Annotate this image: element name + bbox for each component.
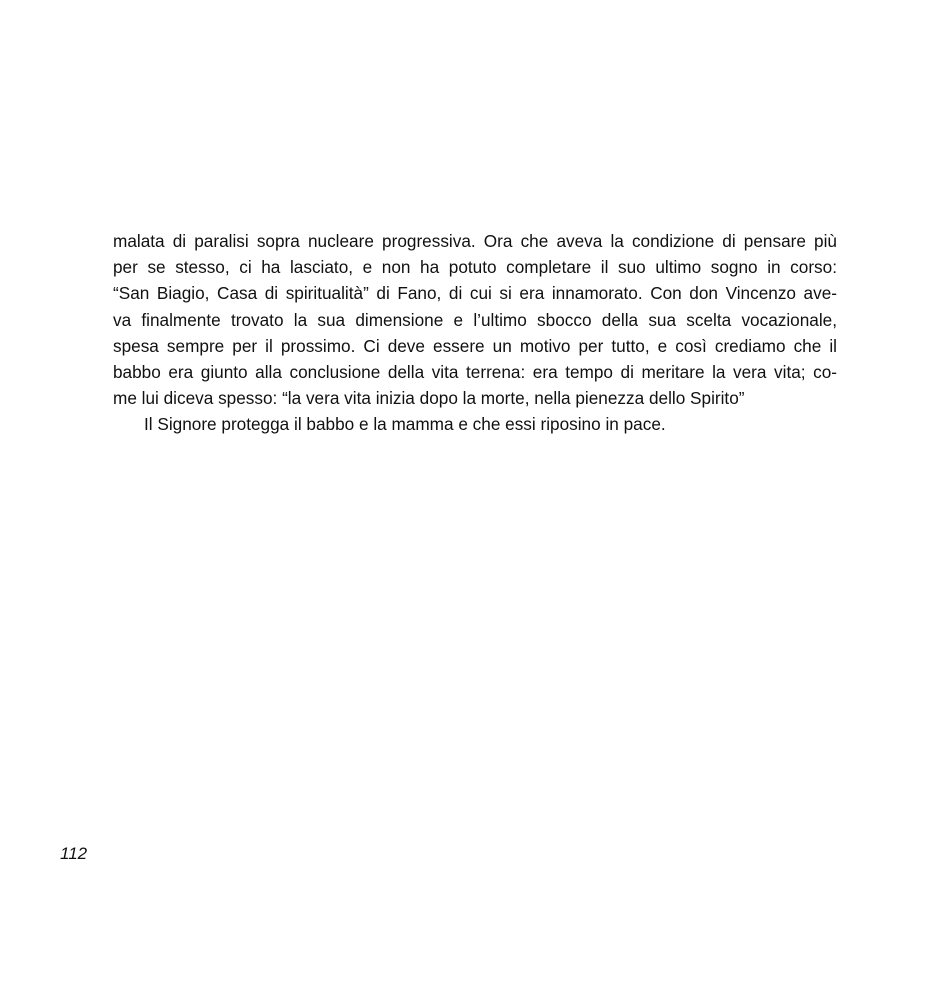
text-line: Il Signore protegga il babbo e la mamma e che essi riposino in pace. <box>144 414 666 435</box>
text-line: va finalmente trovato la sua dimensione e l’ultimo sbocco della sua scelta vocazionale, <box>113 309 837 330</box>
paragraph-2 <box>113 411 837 437</box>
page-number: 112 <box>60 844 88 863</box>
text-line: per se stesso, ci ha lasciato, e non ha potuto completare il suo ultimo sogno in corso: <box>113 257 837 278</box>
text-line: “San Biagio, Casa di spiritualità” di Fano, di cui si era innamorato. Con don Vincenzo ave- <box>113 283 837 304</box>
paragraph-1 <box>113 228 837 411</box>
text-line: babbo era giunto alla conclusione della vita terrena: era tempo di meritare la vera vita; co- <box>113 362 837 383</box>
body-text <box>113 228 837 438</box>
text-line: spesa sempre per il prossimo. Ci deve essere un motivo per tutto, e così crediamo che il <box>113 335 837 356</box>
text-line: me lui diceva spesso: “la vera vita inizia dopo la morte, nella pienezza dello Spirito” <box>113 388 745 409</box>
text-line: malata di paralisi sopra nucleare progressiva. Ora che aveva la condizione di pensare più <box>113 231 837 251</box>
